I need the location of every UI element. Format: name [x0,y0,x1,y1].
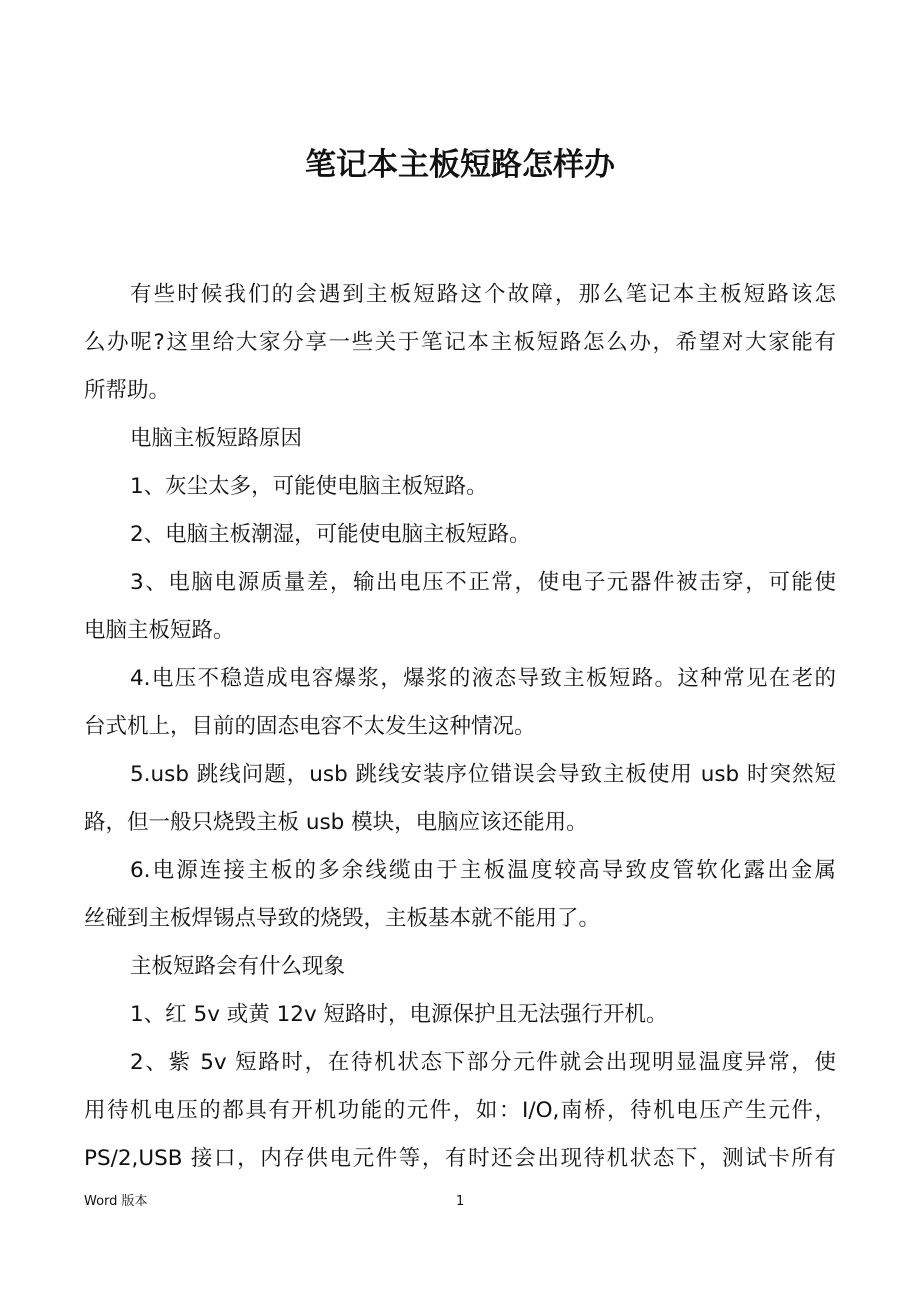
text-line: 2、紫 5v 短路时，在待机状态下部分元件就会出现明显温度异常，使 [130,1050,836,1075]
text-line: 4.电压不稳造成电容爆浆，爆浆的液态导致主板短路。这种常见在老的 [130,666,836,691]
text-line: 用待机电压的都具有开机功能的元件，如：I/O,南桥，待机电压产生元件， [84,1098,836,1123]
text-line: 有些时候我们的会遇到主板短路这个故障，那么笔记本主板短路该怎 [130,282,836,307]
text-line: 2、电脑主板潮湿，可能使电脑主板短路。 [130,522,531,547]
text-line: 么办呢?这里给大家分享一些关于笔记本主板短路怎么办，希望对大家能有 [84,330,836,355]
text-line: 电脑主板短路。 [84,618,235,643]
text-line: 主板短路会有什么现象 [130,954,346,979]
footer-label: Word 版本 [84,1194,148,1209]
page-number: 1 [456,1194,465,1209]
text-line: 3、电脑电源质量差，输出电压不正常，使电子元器件被击穿，可能使 [130,570,836,595]
document-title: 笔记本主板短路怎样办 [305,147,615,183]
text-line: 丝碰到主板焊锡点导致的烧毁，主板基本就不能用了。 [84,906,601,931]
text-line: 1、灰尘太多，可能使电脑主板短路。 [130,474,488,499]
text-line: 路，但一般只烧毁主板 usb 模块，电脑应该还能用。 [84,810,588,835]
text-line: 所帮助。 [84,378,171,403]
text-line: 5.usb 跳线问题，usb 跳线安装序位错误会导致主板使用 usb 时突然短 [130,762,836,787]
text-line: 1、红 5v 或黄 12v 短路时，电源保护且无法强行开机。 [130,1002,668,1027]
text-line: 6.电源连接主板的多余线缆由于主板温度较高导致皮管软化露出金属 [130,858,836,883]
text-line: PS/2,USB 接口，内存供电元件等，有时还会出现待机状态下，测试卡所有 [84,1146,836,1171]
text-line: 电脑主板短路原因 [130,426,303,451]
text-line: 台式机上，目前的固态电容不太发生这种情况。 [84,714,536,739]
